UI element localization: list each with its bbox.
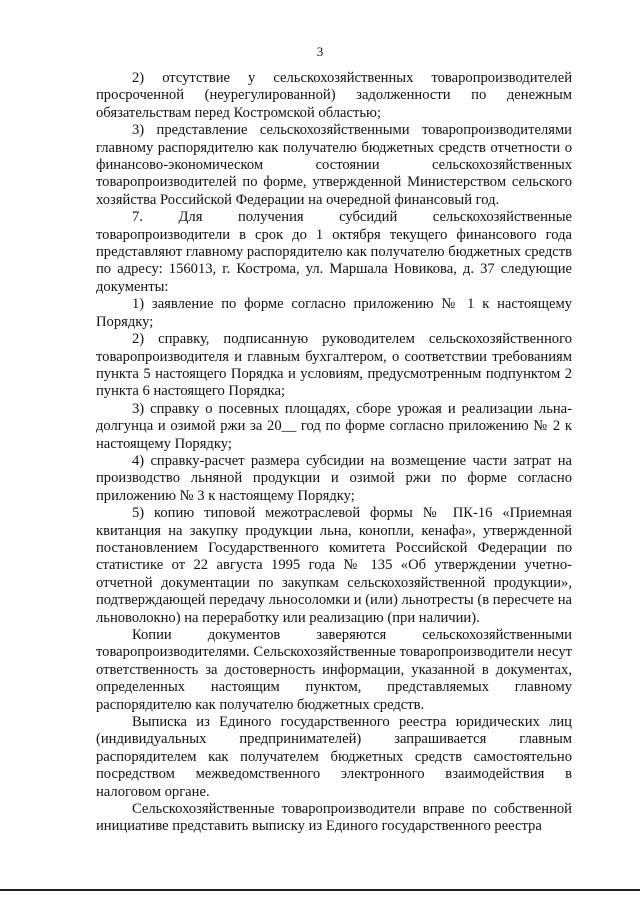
paragraph-doc-4-subsidy-calculation: 4) справку-расчет размера субсидии на возмещение части затрат на производство льняной продукции и озимой ржи по форме согласно приложению № 3 к настоящему Порядку; — [96, 452, 572, 504]
paragraph-item-3-reporting: 3) представление сельскохозяйственными товаропроизводителями главному распорядителю как получателю бюджетных средств отчетности о финансово-экономическом состоянии сельскохозяйственных товаропроизводителей по форме, утвержденной Министерством сельского хозяйства Российской Федерации на очередной финансовый год. — [96, 122, 572, 208]
paragraph-item-2-no-debt: 2) отсутствие у сельскохозяйственных товаропроизводителей просроченной (неурегулированной) задолженности по денежным обязательствам перед Костромской областью; — [96, 70, 572, 121]
page-number: 3 — [316, 44, 324, 59]
paragraph-section-7: 7. Для получения субсидий сельскохозяйственные товаропроизводители в срок до 1 октября текущего финансового года представляют главному распорядителю как получателю бюджетных средств по адресу: 156013, г. Кострома, ул. Маршала Новикова, д. 37 следующие документы: — [96, 209, 572, 295]
paragraph-doc-3-crop-certificate: 3) справку о посевных площадях, сборе урожая и реализации льна-долгунца и озимой ржи за 20__ год по форме согласно приложению № 2 к настоящему Порядку; — [96, 400, 572, 452]
paragraph-own-initiative: Сельскохозяйственные товаропроизводители вправе по собственной инициативе представить выписку из Единого государственного реестра — [96, 801, 572, 835]
paragraph-doc-1-application: 1) заявление по форме согласно приложению № 1 к настоящему Порядку; — [96, 296, 572, 330]
paragraph-doc-2-certificate: 2) справку, подписанную руководителем сельскохозяйственного товаропроизводителя и главным бухгалтером, о соответствии требованиям пункта 5 настоящего Порядка и условиям, предусмотренным подпунктом 2 пункта 6 настоящего Порядка; — [96, 331, 572, 400]
document-body — [96, 70, 572, 836]
paragraph-doc-5-form-copy: 5) копию типовой межотраслевой формы № ПК-16 «Приемная квитанция на закупку продукции льна, конопли, кенафа», утвержденной постановлением Государственного комитета Российской Федерации по статистике от 22 августа 1995 года № 135 «Об утверждении учетно-отчетной документации по закупкам сельскохозяйственной продукции», подтверждающей передачу льносоломки и (или) льнотресты (в пересчете на льноволокно) на переработку или реализацию (при наличии). — [96, 505, 572, 626]
page-bottom-rule — [0, 889, 640, 891]
paragraph-copies-certification: Копии документов заверяются сельскохозяйственными товаропроизводителями. Сельскохозяйственные товаропроизводители несут ответственность за достоверность информации, указанной в документах, определенных настоящим пунктом, представляемых главному распорядителю как получателю бюджетных средств. — [96, 627, 572, 713]
paragraph-registry-extract: Выписка из Единого государственного реестра юридических лиц (индивидуальных предпринимателей) запрашивается главным распорядителем как получателем бюджетных средств самостоятельно посредством межведомственного электронного взаимодействия в налоговом органе. — [96, 714, 572, 800]
